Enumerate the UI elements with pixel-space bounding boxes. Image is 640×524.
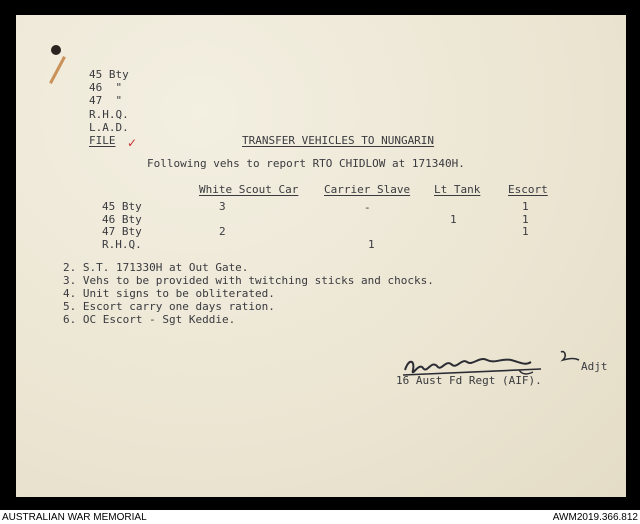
addressee-file: FILE	[89, 134, 116, 147]
rust-stain	[49, 56, 66, 84]
cell-escort: 1	[522, 200, 529, 213]
addressee-45-bty: 45 Bty	[89, 68, 129, 81]
instruction-3: 3. Vehs to be provided with twitching sticks and chocks.	[63, 274, 434, 287]
header-carrier-slave: Carrier Slave	[324, 183, 411, 196]
cell-scout: 2	[219, 225, 226, 238]
row-unit: 46 Bty	[102, 213, 142, 226]
cell-scout: 3	[219, 200, 226, 213]
footer-institution: AUSTRALIAN WAR MEMORIAL	[2, 512, 147, 523]
cell-carrier: 1	[368, 238, 375, 251]
intro-line: Following vehs to report RTO CHIDLOW at 171340H.	[147, 157, 465, 170]
handwritten-signature	[401, 348, 591, 396]
document-title: TRANSFER VEHICLES TO NUNGARIN	[242, 134, 435, 147]
check-mark-icon: ✓	[127, 136, 138, 150]
cell-tank: 1	[450, 213, 457, 226]
instruction-5: 5. Escort carry one days ration.	[63, 300, 275, 313]
cell-escort: 1	[522, 213, 529, 226]
document-page	[16, 15, 626, 497]
cell-carrier: -	[364, 201, 371, 214]
header-escort: Escort	[508, 183, 548, 196]
signature-unit: 16 Aust Fd Regt (AIF).	[396, 374, 542, 387]
instruction-4: 4. Unit signs to be obliterated.	[63, 287, 275, 300]
row-unit: R.H.Q.	[102, 238, 142, 251]
instruction-2: 2. S.T. 171330H at Out Gate.	[63, 261, 249, 274]
header-lt-tank: Lt Tank	[434, 183, 481, 196]
addressee-47: 47 "	[89, 94, 123, 107]
header-white-scout-car: White Scout Car	[199, 183, 299, 196]
footer-accession-number: AWM2019.366.812	[552, 512, 638, 523]
addressee-rhq: R.H.Q.	[89, 108, 129, 121]
cell-escort: 1	[522, 225, 529, 238]
addressee-lad: L.A.D.	[89, 121, 129, 134]
punch-hole	[51, 45, 61, 55]
row-unit: 47 Bty	[102, 225, 142, 238]
signature-role: Adjt	[581, 360, 608, 373]
row-unit: 45 Bty	[102, 200, 142, 213]
instruction-6: 6. OC Escort - Sgt Keddie.	[63, 313, 236, 326]
addressee-46: 46 "	[89, 81, 123, 94]
